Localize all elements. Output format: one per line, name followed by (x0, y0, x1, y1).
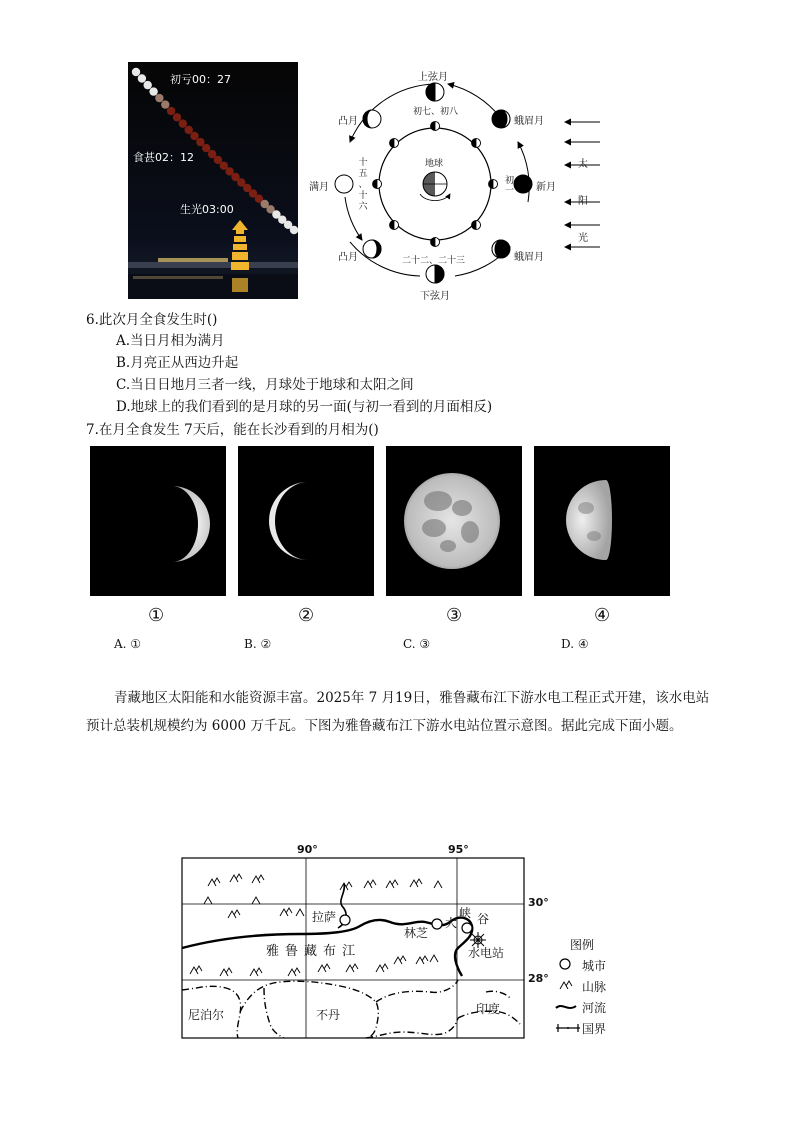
label-full-moon: 满月 (309, 182, 329, 193)
country-label-india: 印度 (476, 1002, 501, 1016)
moon-number-2: ② (298, 605, 315, 626)
eclipse-moon-10 (185, 126, 193, 134)
moon-phase-diagram (300, 62, 610, 307)
eclipse-moon-8 (173, 113, 181, 121)
label-full-dates: 十 五 、 十 六 (358, 158, 368, 212)
country-label-nepal: 尼泊尔 (188, 1008, 225, 1022)
moon-image-4 (534, 446, 670, 596)
label-first-quarter-dates: 初七、初八 (413, 107, 459, 117)
label-waxing-gibbous: 凸月 (338, 116, 358, 127)
label-waning-gibbous: 凸月 (338, 252, 358, 263)
country-label-bhutan: 不丹 (316, 1008, 341, 1022)
moon-number-1: ① (148, 605, 165, 626)
q7-option-b[interactable]: B. ② (244, 637, 272, 651)
q6-option-c[interactable]: C.当日日地月三者一线，月球处于地球和太阳之间 (116, 377, 414, 393)
eclipse-moon-5 (155, 94, 163, 102)
eclipse-moon-2 (138, 74, 146, 82)
lon-label-95: 95° (448, 843, 469, 856)
lon-label-90: 90° (297, 843, 318, 856)
legend-river: 河流 (582, 1001, 607, 1015)
eclipse-moon-9 (179, 119, 187, 127)
hydropower-location-map (180, 842, 620, 1042)
eclipse-moon-7 (167, 107, 175, 115)
place-label-gu: 谷 (477, 912, 490, 926)
q6-option-a[interactable]: A.当日月相为满月 (116, 333, 225, 349)
legend-border: 国界 (582, 1022, 607, 1036)
moon-image-1 (90, 446, 226, 596)
label-sunlight: 太 阳 光 (578, 159, 588, 244)
label-new-moon: 新月 (536, 182, 556, 193)
q6-option-d[interactable]: D.地球上的我们看到的是月球的另一面(与初一看到的月面相反) (116, 399, 493, 415)
label-new-dates: 初 一 (505, 176, 515, 196)
label-last-quarter-dates: 二十二、二十三 (402, 256, 466, 266)
q7-stem: 7.在月全食发生 7天后，能在长沙看到的月相为() (86, 422, 379, 438)
eclipse-sequence-graphic (128, 62, 298, 299)
eclipse-moon-13 (202, 144, 210, 152)
q7-option-d[interactable]: D. ④ (561, 637, 589, 651)
q6-option-b[interactable]: B.月亮正从西边升起 (116, 355, 239, 371)
label-waning-crescent: 蛾眉月 (514, 252, 544, 263)
eclipse-photo (128, 62, 298, 299)
label-earth: 地球 (425, 159, 444, 169)
q7-option-c[interactable]: C. ③ (403, 637, 431, 651)
map-graphic (180, 842, 620, 1042)
eclipse-moon-1 (132, 68, 140, 76)
lat-label-28: 28° (528, 972, 549, 985)
orbit-graphic (300, 62, 610, 307)
eclipse-moon-6 (161, 100, 169, 108)
place-label-xia: 峡 (459, 906, 472, 920)
eclipse-moon-4 (149, 87, 157, 95)
eclipse-label-last-contact: 生光03:00 (180, 203, 234, 216)
moon-number-3: ③ (446, 605, 463, 626)
label-first-quarter: 上弦月 (418, 72, 448, 83)
legend-mountain: 山脉 (582, 980, 607, 994)
legend-city: 城市 (582, 959, 607, 973)
place-label-da: 大 (445, 916, 458, 930)
legend-title: 图例 (570, 938, 595, 952)
place-label-hydropower-station: 水电站 (468, 946, 505, 960)
eclipse-moon-11 (190, 132, 198, 140)
passage-text: 青藏地区太阳能和水能资源丰富。2025年 7 月19日，雅鲁藏布江下游水电工程正式开建，该水电站预计总装机规模约为 6000 万千瓦。下图为雅鲁藏布江下游水电站位置示意图。据此完成下面小题。 (86, 690, 710, 734)
city-label-lhasa: 拉萨 (312, 910, 337, 924)
river-label: 雅 鲁 藏 布 江 (266, 944, 362, 959)
eclipse-moon-3 (144, 81, 152, 89)
q7-option-a[interactable]: A. ① (114, 637, 142, 651)
moon-image-3 (386, 446, 522, 596)
city-label-nyingchi: 林芝 (404, 926, 429, 940)
lat-label-30: 30° (528, 896, 549, 909)
label-last-quarter: 下弦月 (420, 291, 450, 302)
eclipse-label-first-contact: 初亏00：27 (170, 73, 231, 86)
eclipse-moon-28 (290, 226, 298, 234)
q6-stem: 6.此次月全食发生时() (86, 312, 218, 328)
label-waxing-crescent: 蛾眉月 (514, 116, 544, 127)
moon-image-2 (238, 446, 374, 596)
eclipse-label-greatest: 食甚02：12 (133, 151, 194, 164)
moon-number-4: ④ (594, 605, 611, 626)
